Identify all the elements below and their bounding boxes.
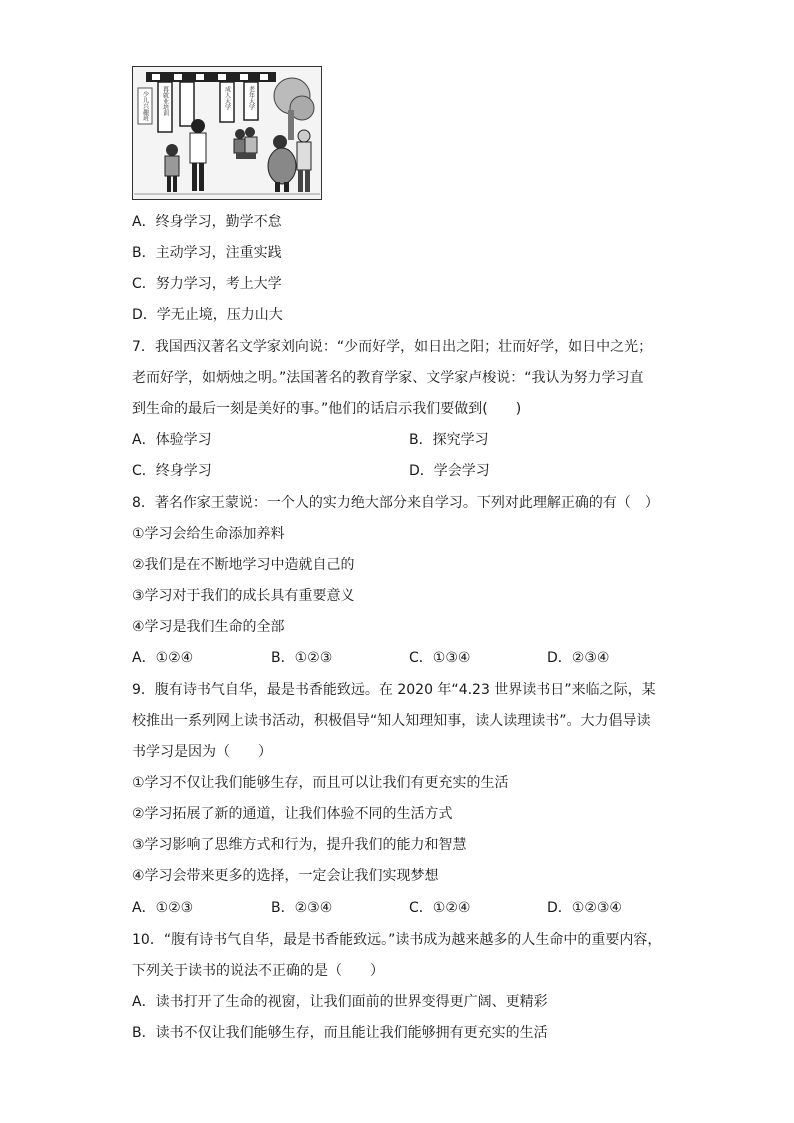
- q6-option-a[interactable]: A．终身学习，勤学不怠: [132, 214, 282, 230]
- q6-option-c[interactable]: C．努力学习，考上大学: [132, 276, 282, 292]
- q10-stem-line-2: 下列关于读书的说法不正确的是（ ）: [132, 963, 384, 979]
- sign-senior-university: 老年大学: [247, 86, 255, 110]
- q8-item-4: ④学习是我们生命的全部: [132, 619, 285, 635]
- q9-item-1: ①学习不仅让我们能够生存，而且可以让我们有更充实的生活: [132, 775, 509, 791]
- sign-youth-class: 少儿兴趣班: [141, 91, 149, 121]
- q7-stem-line-1: 7．我国西汉著名文学家刘向说：“少而好学，如日出之阳；壮而好学，如日中之光；: [132, 339, 653, 355]
- q8-item-3: ③学习对于我们的成长具有重要意义: [132, 588, 355, 604]
- lifelong-learning-illustration: [132, 66, 322, 200]
- q7-stem-line-2: 老而好学，如炳烛之明。”法国著名的教育学家、文学家卢梭说：“我认为努力学习直: [132, 370, 644, 386]
- q8-stem: 8．著名作家王蒙说：一个人的实力绝大部分来自学习。下列对此理解正确的有（ ）: [132, 495, 659, 511]
- q7-option-b[interactable]: B．探究学习: [409, 432, 489, 448]
- q8-option-c[interactable]: C．①③④: [409, 650, 471, 666]
- q9-option-a[interactable]: A．①②③: [132, 900, 194, 916]
- q9-option-d[interactable]: D．①②③④: [547, 900, 622, 916]
- sign-reemployment-training: 再就业培训: [161, 86, 169, 116]
- q9-item-4: ④学习会带来更多的选择，一定会让我们实现梦想: [132, 868, 439, 884]
- q8-option-d[interactable]: D．②③④: [547, 650, 610, 666]
- q10-stem-line-1: 10．“腹有诗书气自华，最是书香能致远。”读书成为越来越多的人生命中的重要内容，: [132, 932, 662, 948]
- q9-item-3: ③学习影响了思维方式和行为，提升我们的能力和智慧: [132, 837, 467, 853]
- q8-item-2: ②我们是在不断地学习中造就自己的: [132, 557, 355, 573]
- q8-item-1: ①学习会给生命添加养料: [132, 526, 285, 542]
- q7-stem-line-3: 到生命的最后一刻是美好的事。”他们的话启示我们要做到( ): [132, 401, 522, 417]
- q9-stem-line-3: 书学习是因为（ ）: [132, 744, 272, 760]
- q10-option-a[interactable]: A．读书打开了生命的视窗，让我们面前的世界变得更广阔、更精彩: [132, 994, 548, 1010]
- q9-option-b[interactable]: B．②③④: [271, 900, 333, 916]
- q7-option-a[interactable]: A．体验学习: [132, 432, 212, 448]
- q9-stem-line-1: 9．腹有诗书气自华，最是书香能致远。在 2020 年“4.23 世界读书日”来临之际，某: [132, 682, 656, 698]
- q9-option-c[interactable]: C．①②④: [409, 900, 471, 916]
- q9-stem-line-2: 校推出一系列网上读书活动，积极倡导“知人知理知事，读人读理读书”。大力倡导读: [132, 713, 651, 729]
- q7-option-d[interactable]: D．学会学习: [409, 463, 490, 479]
- q9-item-2: ②学习拓展了新的通道，让我们体验不同的生活方式: [132, 806, 453, 822]
- q6-option-b[interactable]: B．主动学习，注重实践: [132, 245, 282, 261]
- q8-option-b[interactable]: B．①②③: [271, 650, 333, 666]
- q10-option-b[interactable]: B．读书不仅让我们能够生存，而且能让我们能够拥有更充实的生活: [132, 1025, 548, 1041]
- q8-option-a[interactable]: A．①②④: [132, 650, 194, 666]
- q6-option-d[interactable]: D．学无止境，压力山大: [132, 307, 283, 323]
- q7-option-c[interactable]: C．终身学习: [132, 463, 212, 479]
- sign-adult-university: 成人大学: [223, 86, 231, 110]
